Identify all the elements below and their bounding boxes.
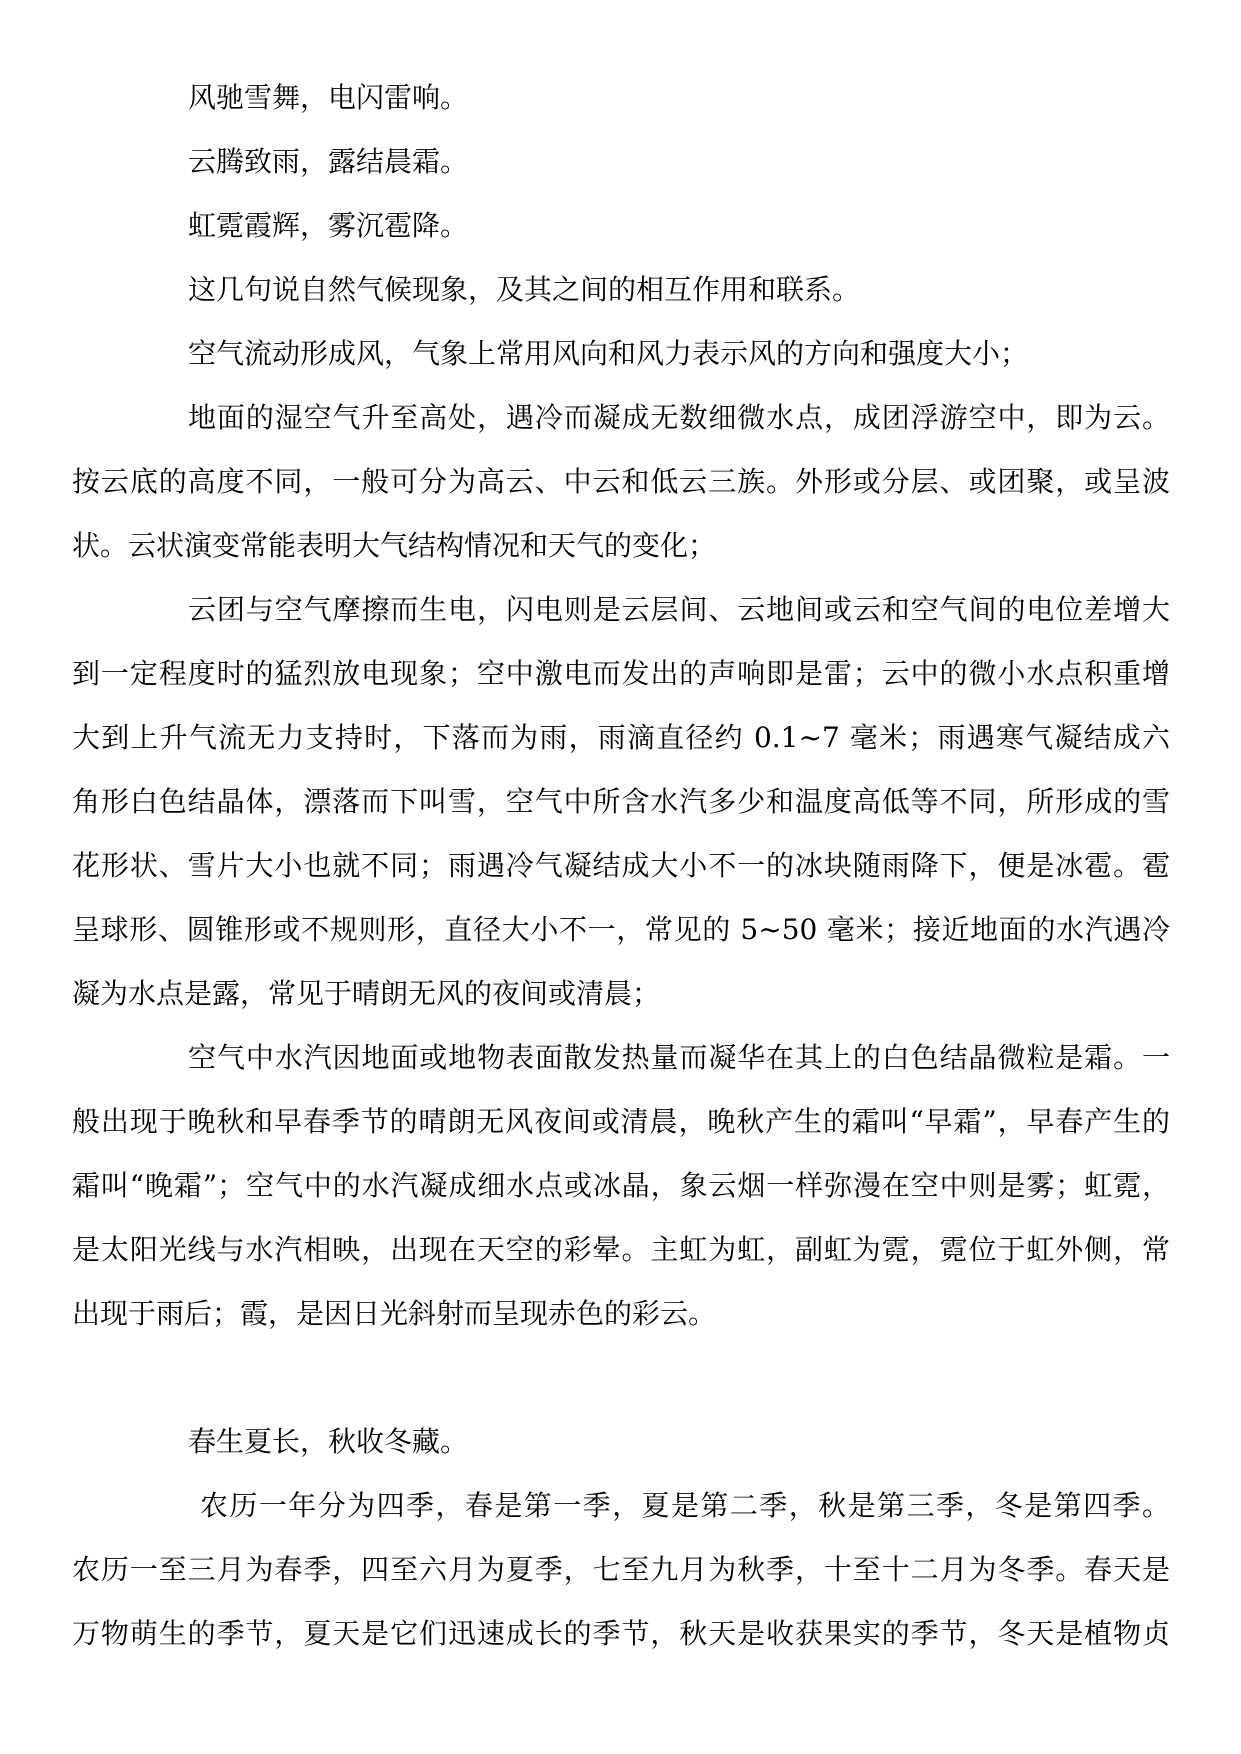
paragraph-line: 地面的湿空气升至高处，遇冷而凝成无数细微水点，成团浮游空中，即为云。 (188, 401, 1170, 434)
paragraph-line: 角形白色结晶体，漂落而下叫雪，空气中所含水汽多少和温度高低等不同，所形成的雪 (72, 785, 1170, 818)
paragraph-line: 万物萌生的季节，夏天是它们迅速成长的季节，秋天是收获果实的季节，冬天是植物贞 (72, 1617, 1170, 1650)
paragraph-line: 到一定程度时的猛烈放电现象；空中激电而发出的声响即是雷；云中的微小水点积重增 (72, 657, 1170, 690)
verse-line-seasons: 春生夏长，秋收冬藏。 (188, 1425, 469, 1458)
paragraph-line: 大到上升气流无力支持时，下落而为雨，雨滴直径约 0.1~7 毫米；雨遇寒气凝结成六 (72, 721, 1170, 754)
cloud-paragraph (72, 386, 1170, 578)
frost-fog-rainbow-paragraph (72, 1026, 1170, 1346)
paragraph-line: 呈球形、圆锥形或不规则形，直径大小不一，常见的 5~50 毫米；接近地面的水汽遇冷 (72, 913, 1170, 946)
verse-line-3: 虹霓霞辉，雾沉雹降。 (188, 209, 469, 242)
paragraph-line: 农历一至三月为春季，四至六月为夏季，七至九月为秋季，十至十二月为冬季。春天是 (72, 1553, 1170, 1586)
paragraph-line: 出现于雨后；霞，是因日光斜射而呈现赤色的彩云。 (72, 1297, 717, 1330)
paragraph-line: 状。云状演变常能表明大气结构情况和天气的变化； (72, 529, 717, 562)
paragraph-line: 凝为水点是露，常见于晴朗无风的夜间或清晨； (72, 977, 661, 1010)
intro-sentence: 这几句说自然气候现象，及其之间的相互作用和联系。 (188, 273, 861, 306)
paragraph-line: 云团与空气摩擦而生电，闪电则是云层间、云地间或云和空气间的电位差增大 (188, 593, 1170, 626)
verse-line-1: 风驰雪舞，电闪雷响。 (188, 81, 469, 114)
document-page (72, 66, 1170, 1666)
paragraph-line: 般出现于晚秋和早春季节的晴朗无风夜间或清晨，晚秋产生的霜叫“早霜”，早春产生的 (72, 1105, 1170, 1138)
paragraph-line: 农历一年分为四季，春是第一季，夏是第二季，秋是第三季，冬是第四季。 (200, 1489, 1170, 1522)
paragraph-line: 按云底的高度不同，一般可分为高云、中云和低云三族。外形或分层、或团聚，或呈波 (72, 465, 1170, 498)
lightning-rain-paragraph (72, 578, 1170, 1026)
wind-paragraph: 空气流动形成风，气象上常用风向和风力表示风的方向和强度大小； (188, 337, 1029, 370)
seasons-paragraph (72, 1474, 1170, 1666)
paragraph-line: 花形状、雪片大小也就不同；雨遇冷气凝结成大小不一的冰块随雨降下，便是冰雹。雹 (72, 849, 1170, 882)
verse-line-2: 云腾致雨，露结晨霜。 (188, 145, 469, 178)
paragraph-line: 霜叫“晚霜”；空气中的水汽凝成细水点或冰晶，象云烟一样弥漫在空中则是雾；虹霓， (72, 1169, 1170, 1202)
blank-line (72, 1346, 1170, 1410)
paragraph-line: 空气中水汽因地面或地物表面散发热量而凝华在其上的白色结晶微粒是霜。一 (188, 1041, 1170, 1074)
paragraph-line: 是太阳光线与水汽相映，出现在天空的彩晕。主虹为虹，副虹为霓，霓位于虹外侧，常 (72, 1233, 1170, 1266)
